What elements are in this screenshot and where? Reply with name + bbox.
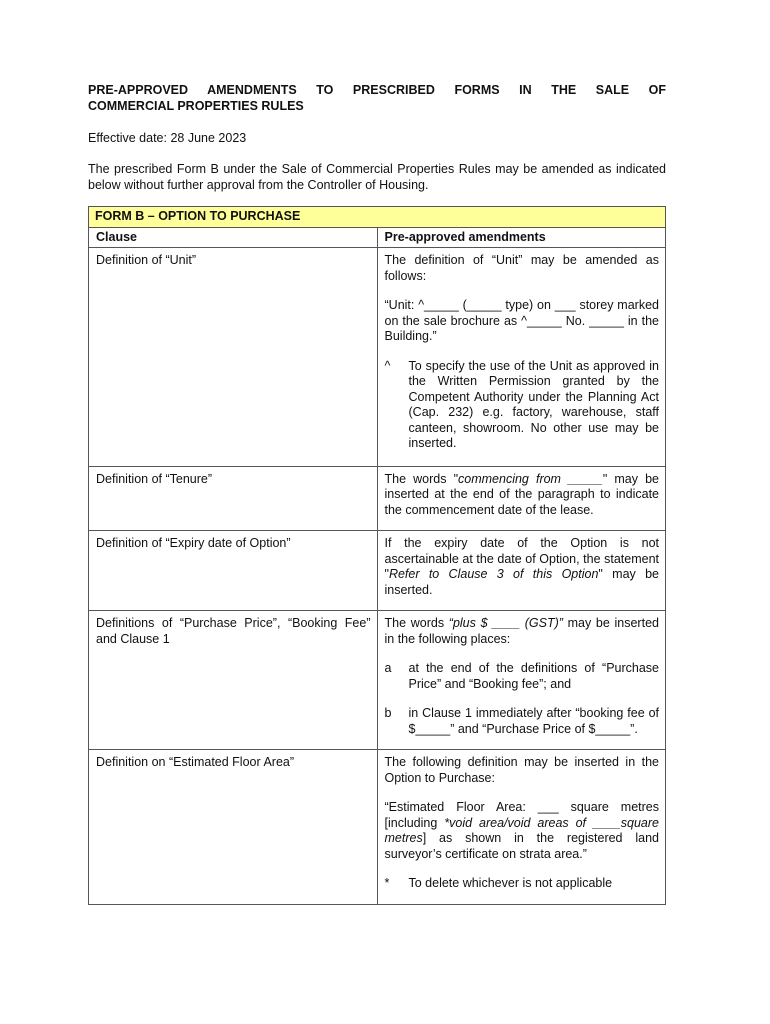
form-heading: FORM B – OPTION TO PURCHASE xyxy=(89,207,666,228)
title-line-1: PRE-APPROVED AMENDMENTS TO PRESCRIBED FORMS IN THE SALE OF xyxy=(88,83,666,97)
list-text: in Clause 1 immediately after “booking fee of $_____” and “Purchase Price of $_____”. xyxy=(408,706,659,736)
amendment-text xyxy=(385,536,660,598)
italic-run: commencing from _____ xyxy=(458,471,603,486)
list-item xyxy=(385,706,660,737)
text-run: If the expiry date of the Option is not ascertainable at the date of Option, the statement " xyxy=(384,536,659,581)
clause-cell xyxy=(89,750,378,905)
italic-run: *void area/void areas of ____square metres xyxy=(384,815,659,845)
clause-cell xyxy=(89,611,378,750)
table-row xyxy=(89,248,666,467)
clause-text: Definition on “Estimated Floor Area” xyxy=(96,755,295,769)
table-row xyxy=(89,466,666,531)
footnote xyxy=(385,359,660,452)
effective-date: Effective date: 28 June 2023 xyxy=(88,131,247,145)
column-header-amendments: Pre-approved amendments xyxy=(377,227,666,248)
amendment-cell xyxy=(377,248,666,467)
clause-cell: Definition of “Tenure” xyxy=(89,466,378,531)
column-header-row xyxy=(89,227,666,248)
footnote-text: To delete whichever is not applicable xyxy=(408,876,613,890)
document-page xyxy=(88,82,666,905)
document-title xyxy=(88,82,666,114)
footnote xyxy=(385,876,660,892)
amendment-cell xyxy=(377,466,666,531)
amendment-text xyxy=(385,616,660,647)
amendment-text: The following definition may be inserted in the Option to Purchase: xyxy=(384,755,659,785)
column-header-clause: Clause xyxy=(89,227,378,248)
text-run: “Estimated Floor Area: ___ square metres [including xyxy=(384,800,659,830)
amendment-cell xyxy=(377,611,666,750)
form-heading-row xyxy=(89,207,666,228)
amendment-text xyxy=(385,800,660,862)
list-marker: b xyxy=(384,706,392,720)
text-run: " may be inserted at the end of the paragraph to indicate the commencement date of the lease. xyxy=(384,471,659,517)
italic-run: “plus $ ____ (GST)” xyxy=(448,616,563,630)
text-run: ] as shown in the registered land surveyor’s certificate on strata area.” xyxy=(384,831,659,861)
text-run: " may be inserted. xyxy=(384,567,659,597)
footnote-mark: ^ xyxy=(384,358,391,373)
amendment-cell xyxy=(377,531,666,611)
table-row xyxy=(89,611,666,750)
text-run: The words xyxy=(384,616,449,630)
clause-text: Definitions of “Purchase Price”, “Booking Fee” and Clause 1 xyxy=(96,616,371,646)
text-run: may be inserted in the following places: xyxy=(384,616,659,646)
list-text: at the end of the definitions of “Purchase Price” and “Booking fee”; and xyxy=(408,661,659,691)
title-line-2: COMMERCIAL PROPERTIES RULES xyxy=(88,99,304,113)
table-row xyxy=(89,531,666,611)
italic-run: Refer to Clause 3 of this Option xyxy=(388,567,599,581)
footnote-mark: * xyxy=(384,876,390,890)
footnote-text: To specify the use of the Unit as approved in the Written Permission granted by the Competent Authority under the Planning Act (Cap. 232) e.g. factory, warehouse, staff canteen, showroom. No other use may be inserted. xyxy=(408,358,659,450)
amendment-text: “Unit: ^_____ (_____ type) on ___ storey marked on the sale brochure as ^_____ No. _____ in the Building.” xyxy=(384,298,659,343)
amendment-text xyxy=(385,472,660,519)
clause-cell: Definition of “Unit” xyxy=(89,248,378,467)
text-run: The words " xyxy=(384,471,459,486)
intro-paragraph: The prescribed Form B under the Sale of Commercial Properties Rules may be amended as indicated below without further approval from the Controller of Housing. xyxy=(88,162,666,192)
amendment-cell xyxy=(377,750,666,905)
clause-cell: Definition of “Expiry date of Option” xyxy=(89,531,378,611)
amendments-table xyxy=(88,206,666,905)
amendment-text: The definition of “Unit” may be amended as follows: xyxy=(384,253,659,283)
list-marker: a xyxy=(384,661,392,675)
table-row xyxy=(89,750,666,905)
list-item xyxy=(385,661,660,692)
